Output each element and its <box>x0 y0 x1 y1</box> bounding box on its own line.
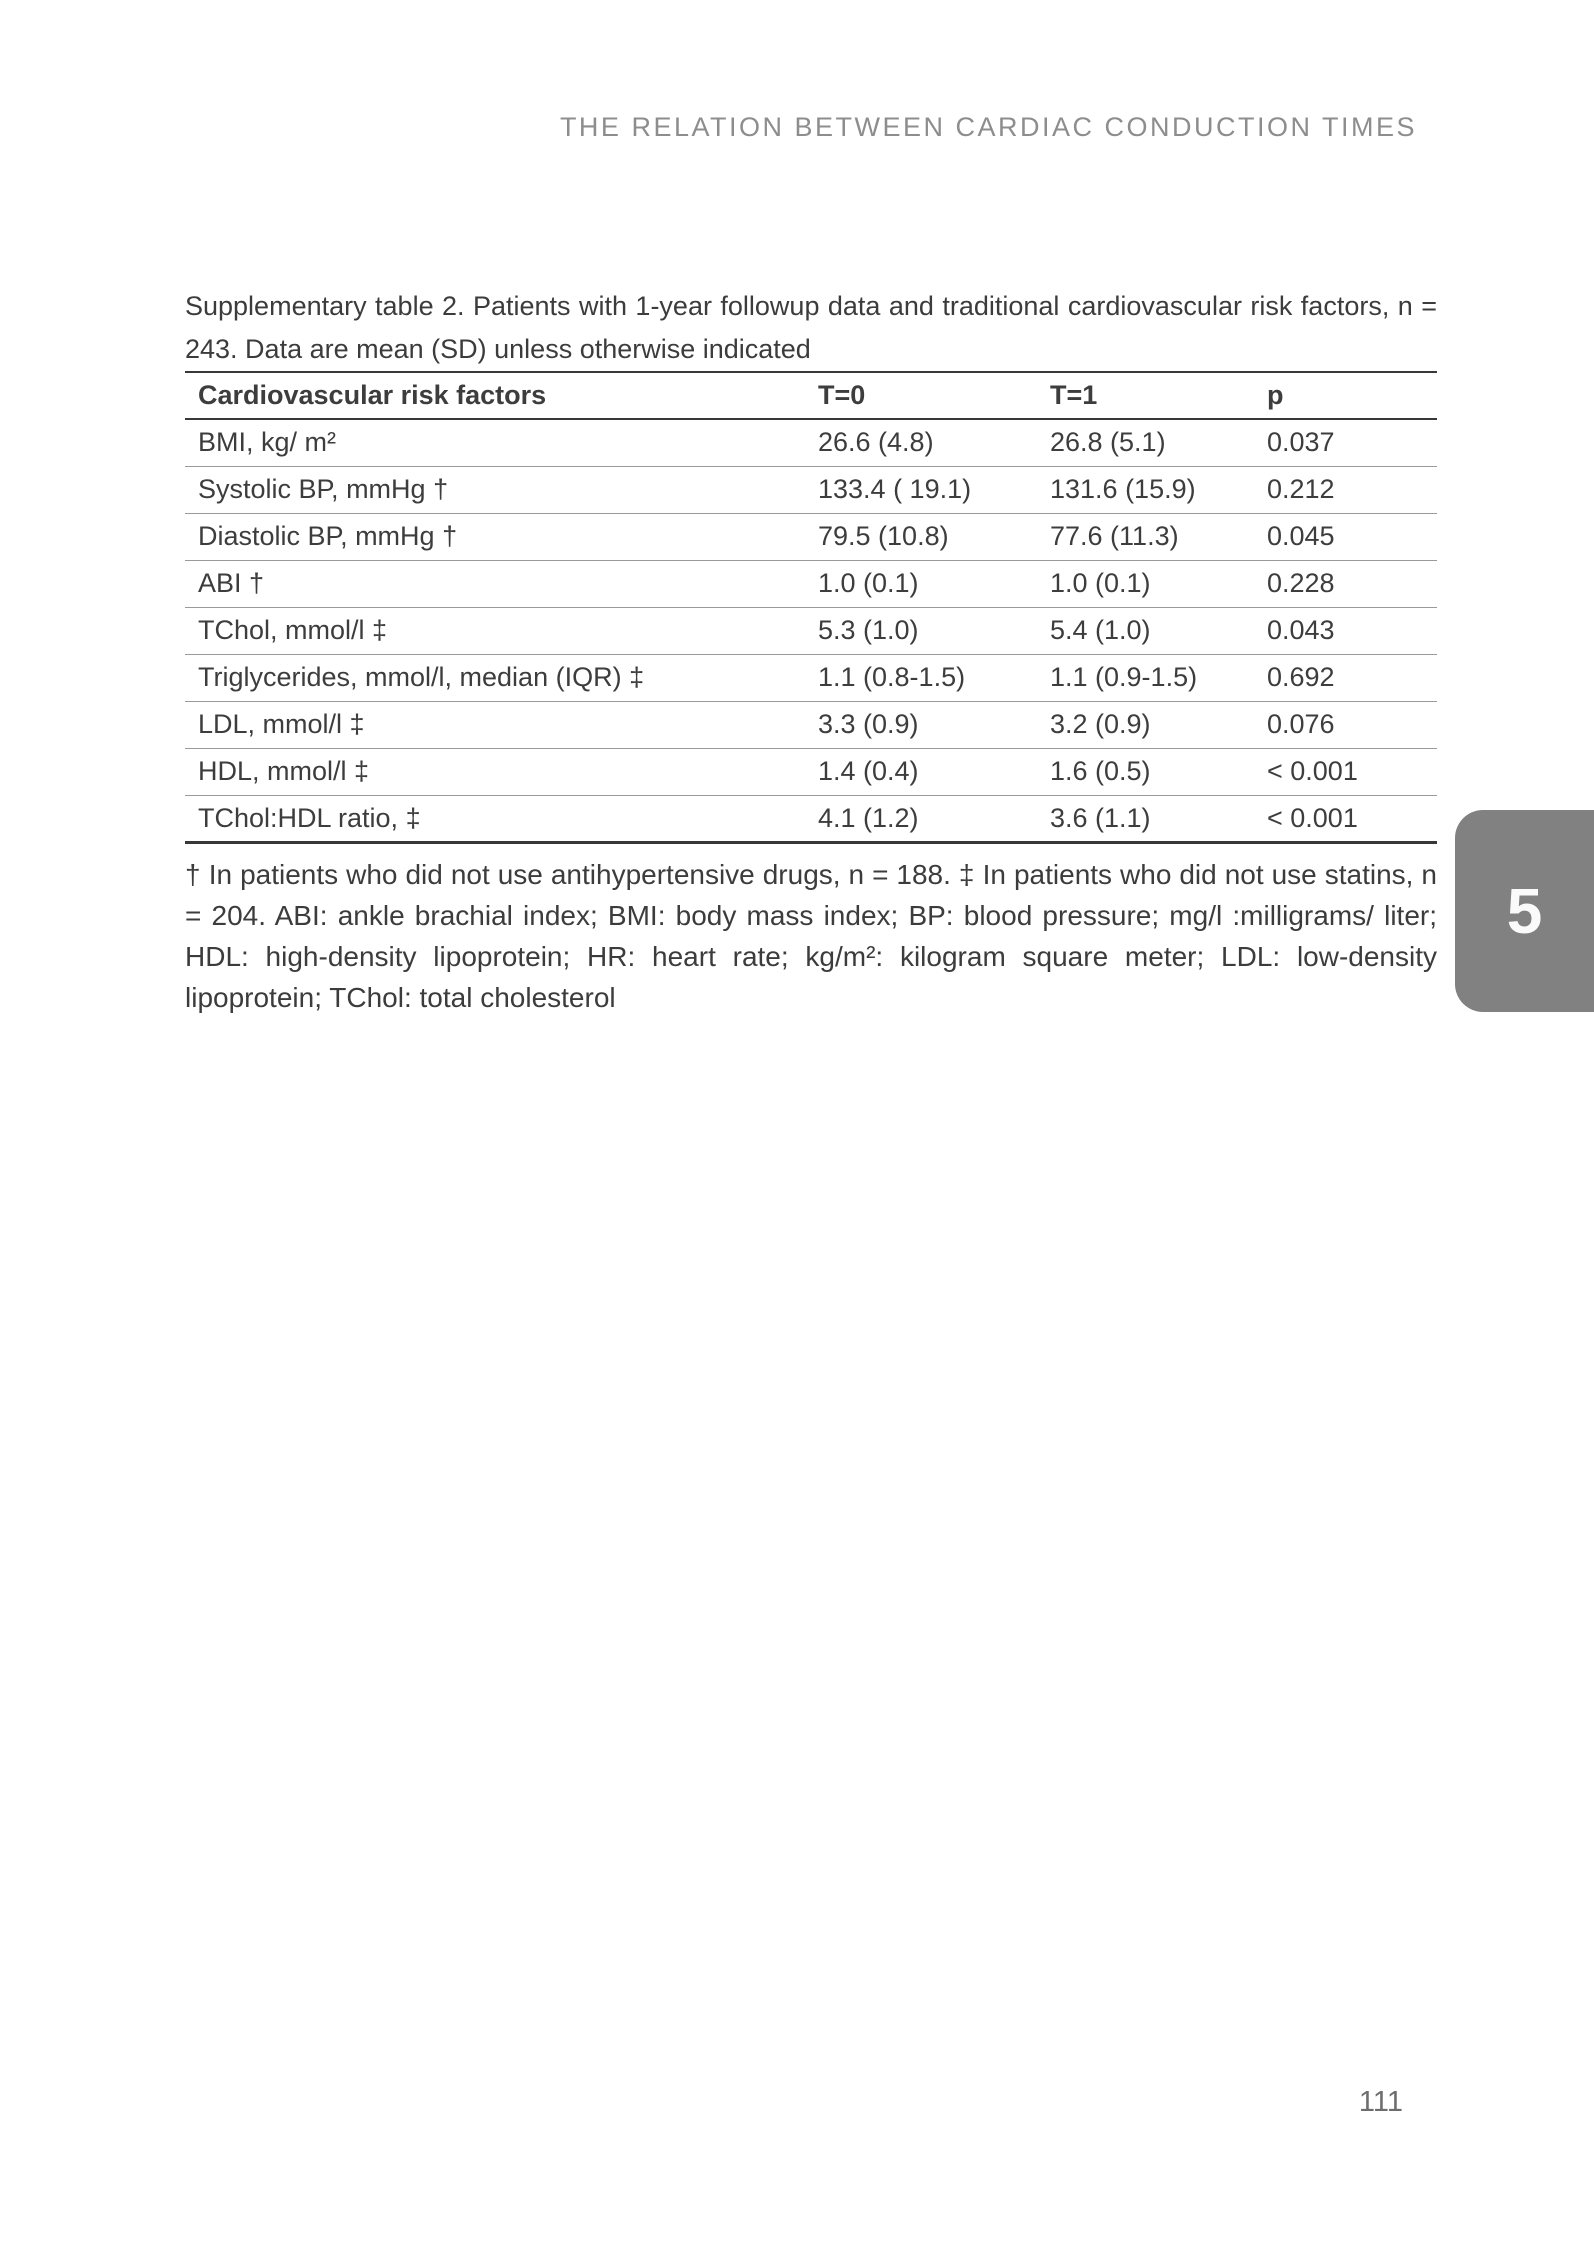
table-row <box>185 795 1437 842</box>
t1-cell: 26.8 (5.1) <box>1050 427 1166 458</box>
t1-cell: 1.1 (0.9-1.5) <box>1050 662 1198 692</box>
p-cell: < 0.001 <box>1267 756 1358 786</box>
p-cell: < 0.001 <box>1267 802 1358 833</box>
row-label-cell: Diastolic BP, mmHg † <box>198 521 458 551</box>
table-row <box>185 513 1437 560</box>
row-label-cell: HDL, mmol/l ‡ <box>198 756 370 786</box>
table-row <box>185 466 1437 513</box>
table-header-row <box>185 372 1437 419</box>
header-p: p <box>1267 380 1284 410</box>
p-cell: 0.212 <box>1267 474 1335 504</box>
table-row <box>185 654 1437 701</box>
t0-cell: 26.6 (4.8) <box>818 427 934 458</box>
t1-cell: 1.0 (0.1) <box>1050 568 1151 598</box>
risk-factors-table <box>185 371 1437 844</box>
header-t1: T=1 <box>1050 380 1098 410</box>
table-header <box>185 372 1437 419</box>
p-cell: 0.043 <box>1267 615 1335 645</box>
table-row <box>185 607 1437 654</box>
header-risk-factors: Cardiovascular risk factors <box>198 380 547 410</box>
t1-cell: 5.4 (1.0) <box>1050 615 1151 645</box>
p-cell: 0.037 <box>1267 427 1335 458</box>
page-number: 111 <box>1358 2086 1403 2118</box>
table-row <box>185 560 1437 607</box>
p-cell: 0.045 <box>1267 521 1335 551</box>
t0-cell: 5.3 (1.0) <box>818 615 919 645</box>
row-label-cell: Systolic BP, mmHg † <box>198 474 449 504</box>
page-content <box>185 285 1437 1018</box>
row-label-cell: TChol, mmol/l ‡ <box>198 615 388 645</box>
t0-cell: 1.4 (0.4) <box>818 756 919 786</box>
running-header: THE RELATION BETWEEN CARDIAC CONDUCTION TIMES <box>559 112 1417 142</box>
t0-cell: 4.1 (1.2) <box>818 802 919 833</box>
row-label-cell: Triglycerides, mmol/l, median (IQR) ‡ <box>198 662 645 692</box>
t0-cell: 1.1 (0.8-1.5) <box>818 662 966 692</box>
header-t0: T=0 <box>818 380 866 410</box>
t0-cell: 79.5 (10.8) <box>818 521 949 551</box>
t1-cell: 3.2 (0.9) <box>1050 709 1151 739</box>
t0-cell: 3.3 (0.9) <box>818 709 919 739</box>
t1-cell: 3.6 (1.1) <box>1050 802 1151 833</box>
chapter-number: 5 <box>1506 875 1543 947</box>
t0-cell: 1.0 (0.1) <box>818 568 919 598</box>
t1-cell: 1.6 (0.5) <box>1050 756 1151 786</box>
t0-cell: 133.4 ( 19.1) <box>818 474 972 504</box>
table-row <box>185 748 1437 795</box>
table-row <box>185 419 1437 466</box>
row-label-cell: TChol:HDL ratio, ‡ <box>198 802 421 833</box>
p-cell: 0.692 <box>1267 662 1335 692</box>
row-label-cell: LDL, mmol/l ‡ <box>198 709 365 739</box>
t1-cell: 131.6 (15.9) <box>1050 474 1196 504</box>
table-row <box>185 701 1437 748</box>
row-label-cell: BMI, kg/ m² <box>198 427 337 458</box>
table-caption: Supplementary table 2. Patients with 1-year followup data and traditional cardiovascular risk factors, n = 243. Data are mean (SD) unless otherwise indicated <box>185 291 1437 364</box>
row-label-cell: ABI † <box>198 568 265 598</box>
table-footnote: † In patients who did not use antihypertensive drugs, n = 188. ‡ In patients who did not use statins, n = 204. ABI: ankle brachial index; BMI: body mass index; BP: blood pressure; mg/l :milligrams/ liter; HDL: high-density lipoprotein; HR: heart rate; kg/m²: kilogram square meter; LDL: low-density lipoprotein; TChol: total cholesterol <box>185 858 1437 1013</box>
p-cell: 0.228 <box>1267 568 1335 598</box>
p-cell: 0.076 <box>1267 709 1335 739</box>
chapter-tab <box>1455 810 1594 1012</box>
t1-cell: 77.6 (11.3) <box>1050 521 1179 551</box>
table-body <box>185 419 1437 842</box>
